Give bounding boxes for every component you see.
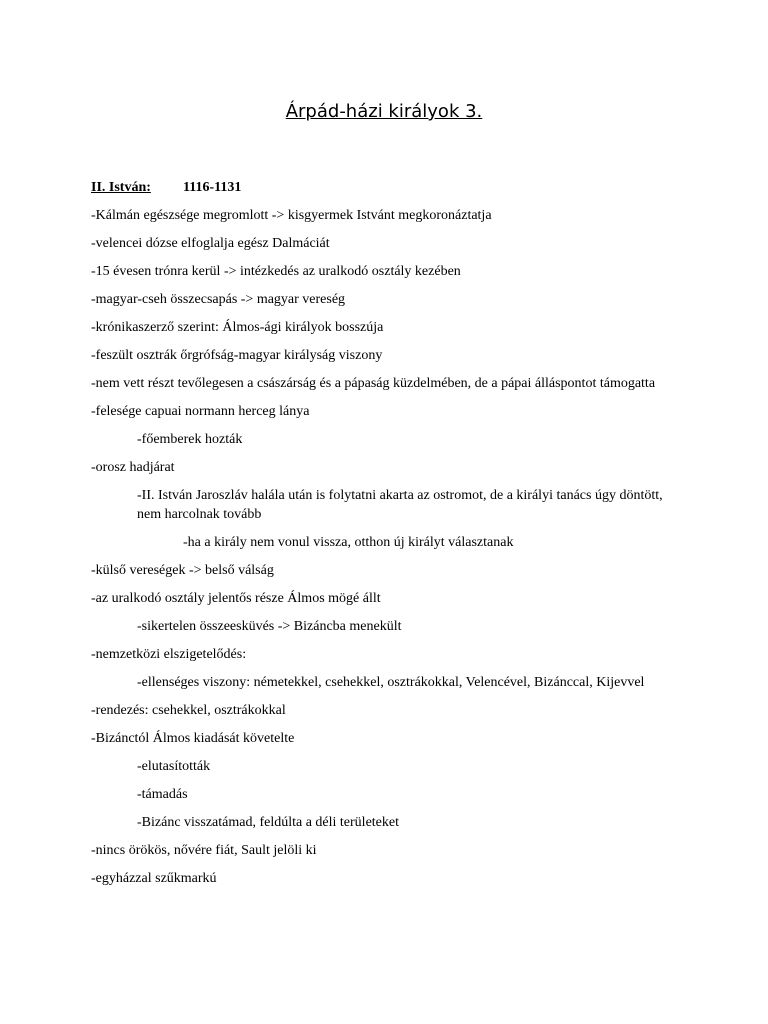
note-line: -az uralkodó osztály jelentős része Álmos mögé állt [91,591,381,606]
note-line: -ellenséges viszony: németekkel, csehekkel, osztrákokkal, Velencével, Bizánccal, Kijevvel [137,675,645,690]
notes-list [91,206,681,888]
note-line: -főemberek hozták [137,432,243,447]
note-line: -Bizánc visszatámad, feldúlta a déli területeket [137,815,399,830]
section-heading [91,178,681,197]
note-line: -támadás [137,787,188,802]
note-line: -nem vett részt tevőlegesen a császárság és a pápaság küzdelmében, de a pápai álláspontot támogatta [91,376,656,391]
note-line: -nincs örökös, nővére fiát, Sault jelöli ki [91,843,317,858]
note-line: -rendezés: csehekkel, osztrákokkal [91,703,286,718]
note-line: -II. István Jaroszláv halála után is folytatni akarta az ostromot, de a királyi tanács úgy döntött, nem harcolnak tovább [137,488,663,522]
document-body [91,178,681,897]
note-line: -15 évesen trónra kerül -> intézkedés az uralkodó osztály kezében [91,264,461,279]
reign-years: 1116-1131 [183,180,242,195]
note-line: -magyar-cseh összecsapás -> magyar vereség [91,292,346,307]
note-line: -orosz hadjárat [91,460,175,475]
ruler-name: II. István: [91,180,151,195]
document-title: Árpád-házi királyok 3. [285,101,483,122]
note-line: -felesége capuai normann herceg lánya [91,404,310,419]
note-line: -velencei dózse elfoglalja egész Dalmáciát [91,236,330,251]
note-line: -Kálmán egészsége megromlott -> kisgyermek Istvánt megkoronáztatja [91,208,492,223]
note-line: -krónikaszerző szerint: Álmos-ági királyok bosszúja [91,320,384,335]
note-line: -feszült osztrák őrgrófság-magyar királyság viszony [91,348,383,363]
note-line: -sikertelen összeesküvés -> Bizáncba menekült [137,619,402,634]
note-line: -külső vereségek -> belső válság [91,563,274,578]
note-line: -egyházzal szűkmarkú [91,871,217,886]
note-line: -elutasították [137,759,211,774]
note-line: -nemzetközi elszigetelődés: [91,647,247,662]
note-line: -Bizánctól Álmos kiadását követelte [91,731,295,746]
note-line: -ha a király nem vonul vissza, otthon új királyt választanak [183,535,514,550]
